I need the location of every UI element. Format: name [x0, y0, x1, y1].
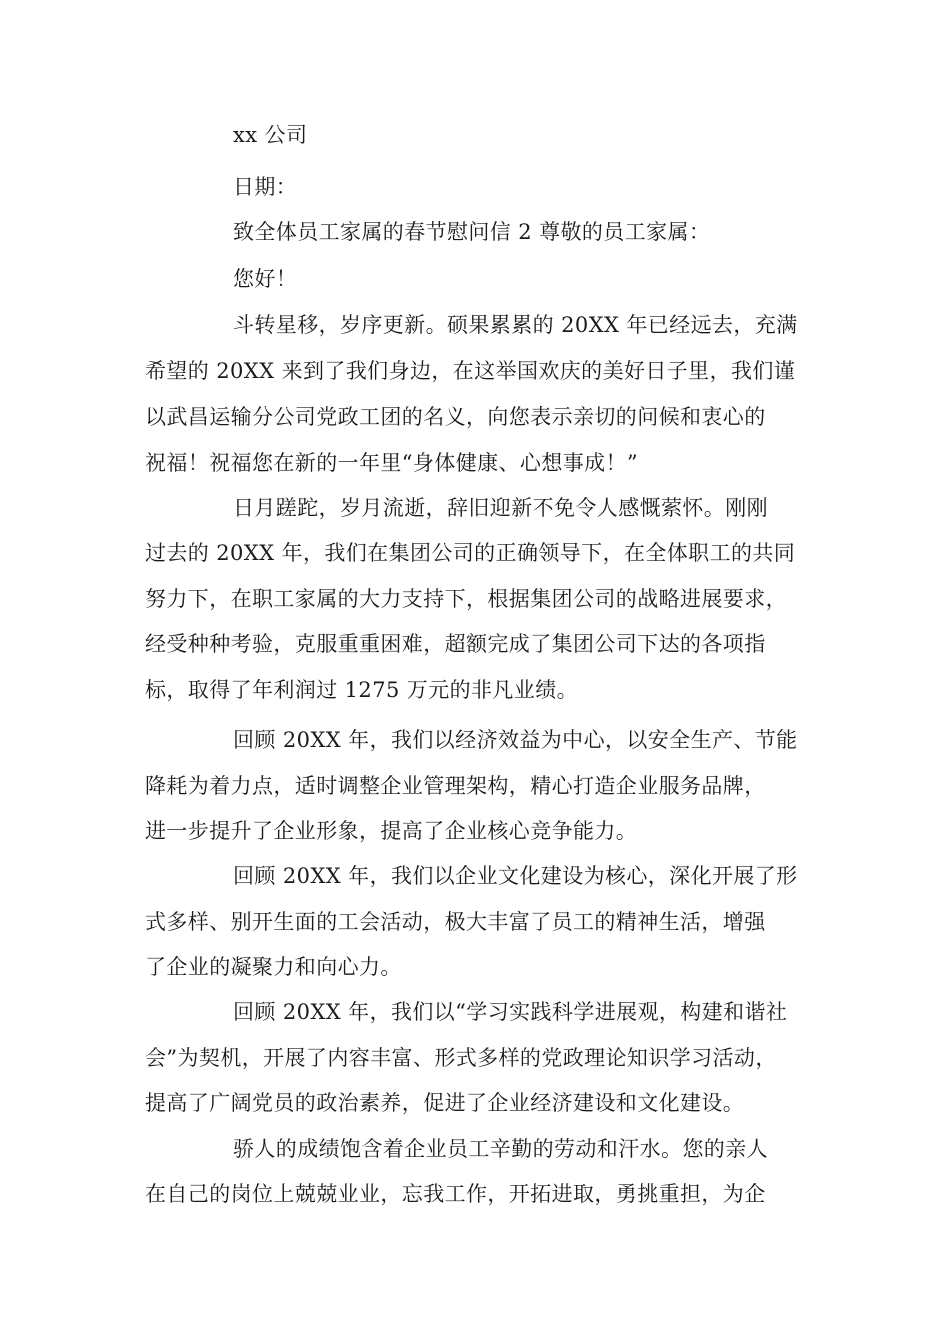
paragraph-line: 回顾 20XX 年，我们以“学习实践科学进展观，构建和谐社 [233, 1000, 788, 1024]
date-label: 日期： [233, 175, 298, 199]
greeting: 您好！ [233, 267, 298, 291]
paragraph-line: 进一步提升了企业形象，提高了企业核心竞争能力。 [145, 819, 638, 843]
paragraph-line: 希望的 20XX 来到了我们身边，在这举国欢庆的美好日子里，我们谨 [145, 359, 796, 383]
paragraph-line: 会”为契机，开展了内容丰富、形式多样的党政理论知识学习活动， [145, 1046, 777, 1070]
paragraph-line: 回顾 20XX 年，我们以企业文化建设为核心，深化开展了形 [233, 864, 798, 888]
paragraph-line: 斗转星移，岁序更新。硕果累累的 20XX 年已经远去，充满 [233, 313, 798, 337]
paragraph-line: 提高了广阔党员的政治素养，促进了企业经济建设和文化建设。 [145, 1091, 745, 1115]
paragraph-line: 回顾 20XX 年，我们以经济效益为中心，以安全生产、节能 [233, 728, 798, 752]
paragraph-line: 在自己的岗位上兢兢业业，忘我工作，开拓进取，勇挑重担，为企 [145, 1182, 766, 1206]
paragraph-line: 式多样、别开生面的工会活动，极大丰富了员工的精神生活，增强 [145, 910, 766, 934]
paragraph-line: 努力下，在职工家属的大力支持下，根据集团公司的战略进展要求， [145, 587, 787, 611]
paragraph-line: 经受种种考验，克服重重困难，超额完成了集团公司下达的各项指 [145, 632, 766, 656]
paragraph-line: 过去的 20XX 年，我们在集团公司的正确领导下，在全体职工的共同 [145, 541, 796, 565]
letter-title: 致全体员工家属的春节慰问信 2 尊敬的员工家属： [233, 220, 711, 244]
paragraph-line: 标，取得了年利润过 1275 万元的非凡业绩。 [145, 678, 578, 702]
paragraph-line: 了企业的凝聚力和向心力。 [145, 955, 402, 979]
paragraph-line: 骄人的成绩饱含着企业员工辛勤的劳动和汗水。您的亲人 [233, 1137, 768, 1161]
paragraph-line: 降耗为着力点，适时调整企业管理架构，精心打造企业服务品牌， [145, 774, 766, 798]
paragraph-line: 日月蹉跎，岁月流逝，辞旧迎新不免令人感慨萦怀。刚刚 [233, 496, 768, 520]
paragraph-line: 祝福！祝福您在新的一年里“身体健康、心想事成！” [145, 451, 639, 475]
paragraph-line: 以武昌运输分公司党政工团的名义，向您表示亲切的问候和衷心的 [145, 405, 766, 429]
company-name: xx 公司 [233, 123, 308, 147]
